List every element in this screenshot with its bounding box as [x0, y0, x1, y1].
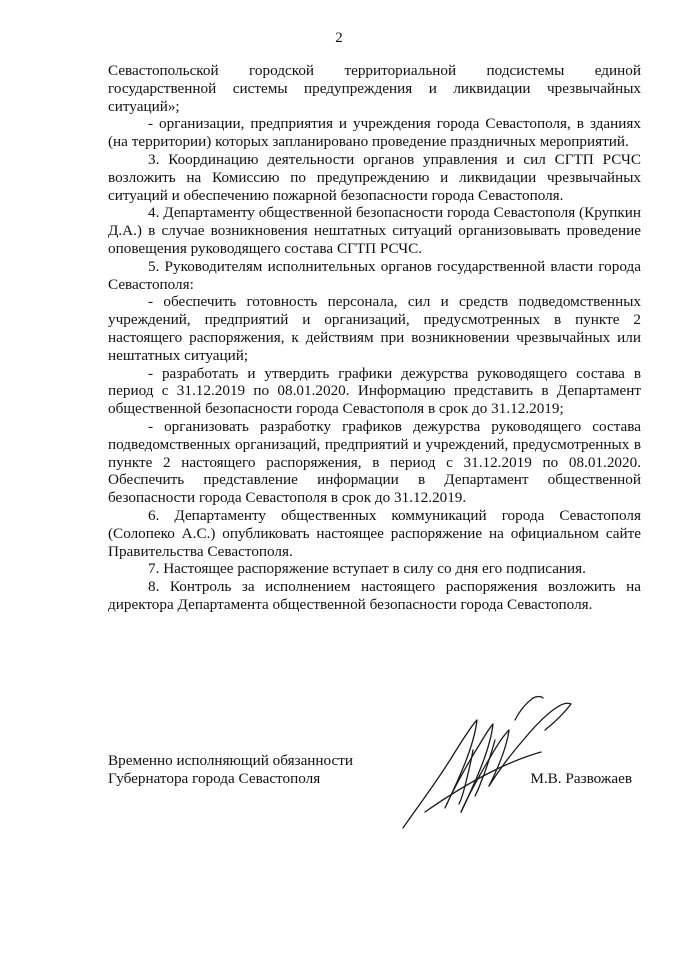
paragraph-item-8: 8. Контроль за исполнением настоящего распоряжения возложить на директора Департамента общественной безопасности города Севастополя.: [108, 578, 641, 613]
signatory-position: [108, 752, 353, 788]
document-body: [108, 62, 641, 614]
paragraph-item-5-organize: - организовать разработку графиков дежурства руководящего состава подведомственных организаций, предприятий и учреждений, предусмотренных в пункте 2 настоящего распоряжения, в период с 31.12.2019 по 08.01.2020. Обеспечить представление информации в Департамент общественной безопасности города Севастополя в срок до 31.12.2019.: [108, 417, 641, 507]
paragraph-item-4: 4. Департаменту общественной безопасности города Севастополя (Крупкин Д.А.) в случае возникновения нештатных ситуаций организовывать проведение оповещения руководящего состава СГТП РСЧС.: [108, 204, 641, 257]
paragraph-organizations: - организации, предприятия и учреждения города Севастополя, в зданиях (на территории) которых запланировано проведение праздничных мероприятий.: [108, 115, 641, 151]
paragraph-item-5-readiness: - обеспечить готовность персонала, сил и средств подведомственных учреждений, предприятий и организаций, предусмотренных в пункте 2 настоящего распоряжения, к действиям при возникновении чрезвычайных или нештатных ситуаций;: [108, 293, 641, 364]
paragraph-item-3: 3. Координацию деятельности органов управления и сил СГТП РСЧС возложить на Комиссию по предупреждению и ликвидации чрезвычайных ситуаций и обеспечению пожарной безопасности города Севастополя.: [108, 150, 641, 204]
handwritten-signature: [395, 690, 585, 840]
page-number: 2: [335, 30, 343, 46]
signatory-name: М.В. Развожаев: [530, 770, 632, 787]
paragraph-item-5: 5. Руководителям исполнительных органов государственной власти города Севастополя:: [108, 257, 641, 293]
signatory-position-line-1: Временно исполняющий обязанности: [108, 752, 354, 769]
signatory-position-line-2: Губернатора города Севастополя: [108, 770, 321, 787]
paragraph-item-5-schedules: - разработать и утвердить графики дежурства руководящего состава в период с 31.12.2019 по 08.01.2020. Информацию представить в Департамент общественной безопасности города Севастополя в срок до 31.12.2019;: [108, 364, 641, 418]
paragraph-continuation: Севастопольской городской территориальной подсистемы единой государственной системы предупреждения и ликвидации чрезвычайных ситуаций»;: [108, 62, 641, 115]
paragraph-item-6: 6. Департаменту общественных коммуникаций города Севастополя (Солопеко А.С.) опубликовать настоящее распоряжение на официальном сайте Правительства Севастополя.: [108, 506, 641, 560]
paragraph-item-7: 7. Настоящее распоряжение вступает в силу со дня его подписания.: [148, 560, 586, 578]
